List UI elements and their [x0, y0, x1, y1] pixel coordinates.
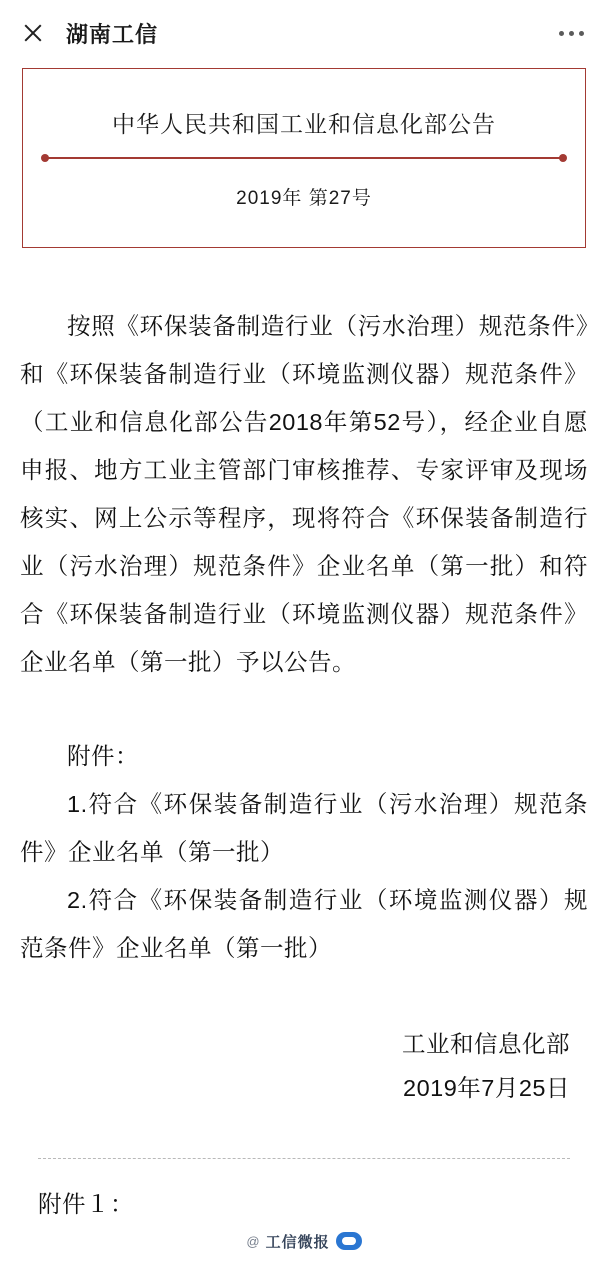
- dot-1: [559, 31, 564, 36]
- attachment-list: [20, 732, 588, 972]
- signature-organization: 工业和信息化部: [402, 1031, 570, 1057]
- watermark-text: 工信微报: [265, 1233, 330, 1251]
- more-dots-icon[interactable]: [557, 25, 586, 42]
- close-icon[interactable]: [22, 22, 44, 44]
- dot-2: [569, 31, 574, 36]
- at-icon: @: [246, 1233, 260, 1249]
- section-divider: [38, 1158, 570, 1159]
- announcement-title: 中华人民共和国工业和信息化部公告: [112, 111, 496, 137]
- top-bar: [0, 0, 608, 66]
- announcement-number: 2019年 第27号: [236, 188, 372, 209]
- announcement-header-box: [22, 68, 586, 248]
- attachment-section-heading: 附件１：: [38, 1191, 134, 1217]
- signature-date: 2019年7月25日: [403, 1075, 570, 1101]
- body-paragraph: 按照《环保装备制造行业（污水治理）规范条件》和《环保装备制造行业（环境监测仪器）规范条件》（工业和信息化部公告2018年第52号），经企业自愿申报、地方工业主管部门审核推荐、专家评审及现场核实、网上公示等程序，现将符合《环保装备制造行业（污水治理）规范条件》企业名单（第一批）和符合《环保装备制造行业（环境监测仪器）规范条件》企业名单（第一批）予以公告。: [20, 313, 588, 675]
- decorative-rule: [45, 157, 563, 159]
- document-body: [0, 302, 608, 1219]
- attachment-item-1: 1.符合《环保装备制造行业（污水治理）规范条件》企业名单（第一批）: [20, 791, 588, 865]
- attachment-item-2: 2.符合《环保装备制造行业（环境监测仪器）规范条件》企业名单（第一批）: [20, 887, 588, 961]
- dot-3: [579, 31, 584, 36]
- signature-block: [20, 1022, 588, 1110]
- page-title: 湖南工信: [66, 21, 159, 47]
- footer-watermark-bar: [0, 1212, 608, 1270]
- watermark: [246, 1231, 361, 1252]
- car-icon: [336, 1232, 362, 1250]
- attachment-label: 附件：: [67, 743, 139, 769]
